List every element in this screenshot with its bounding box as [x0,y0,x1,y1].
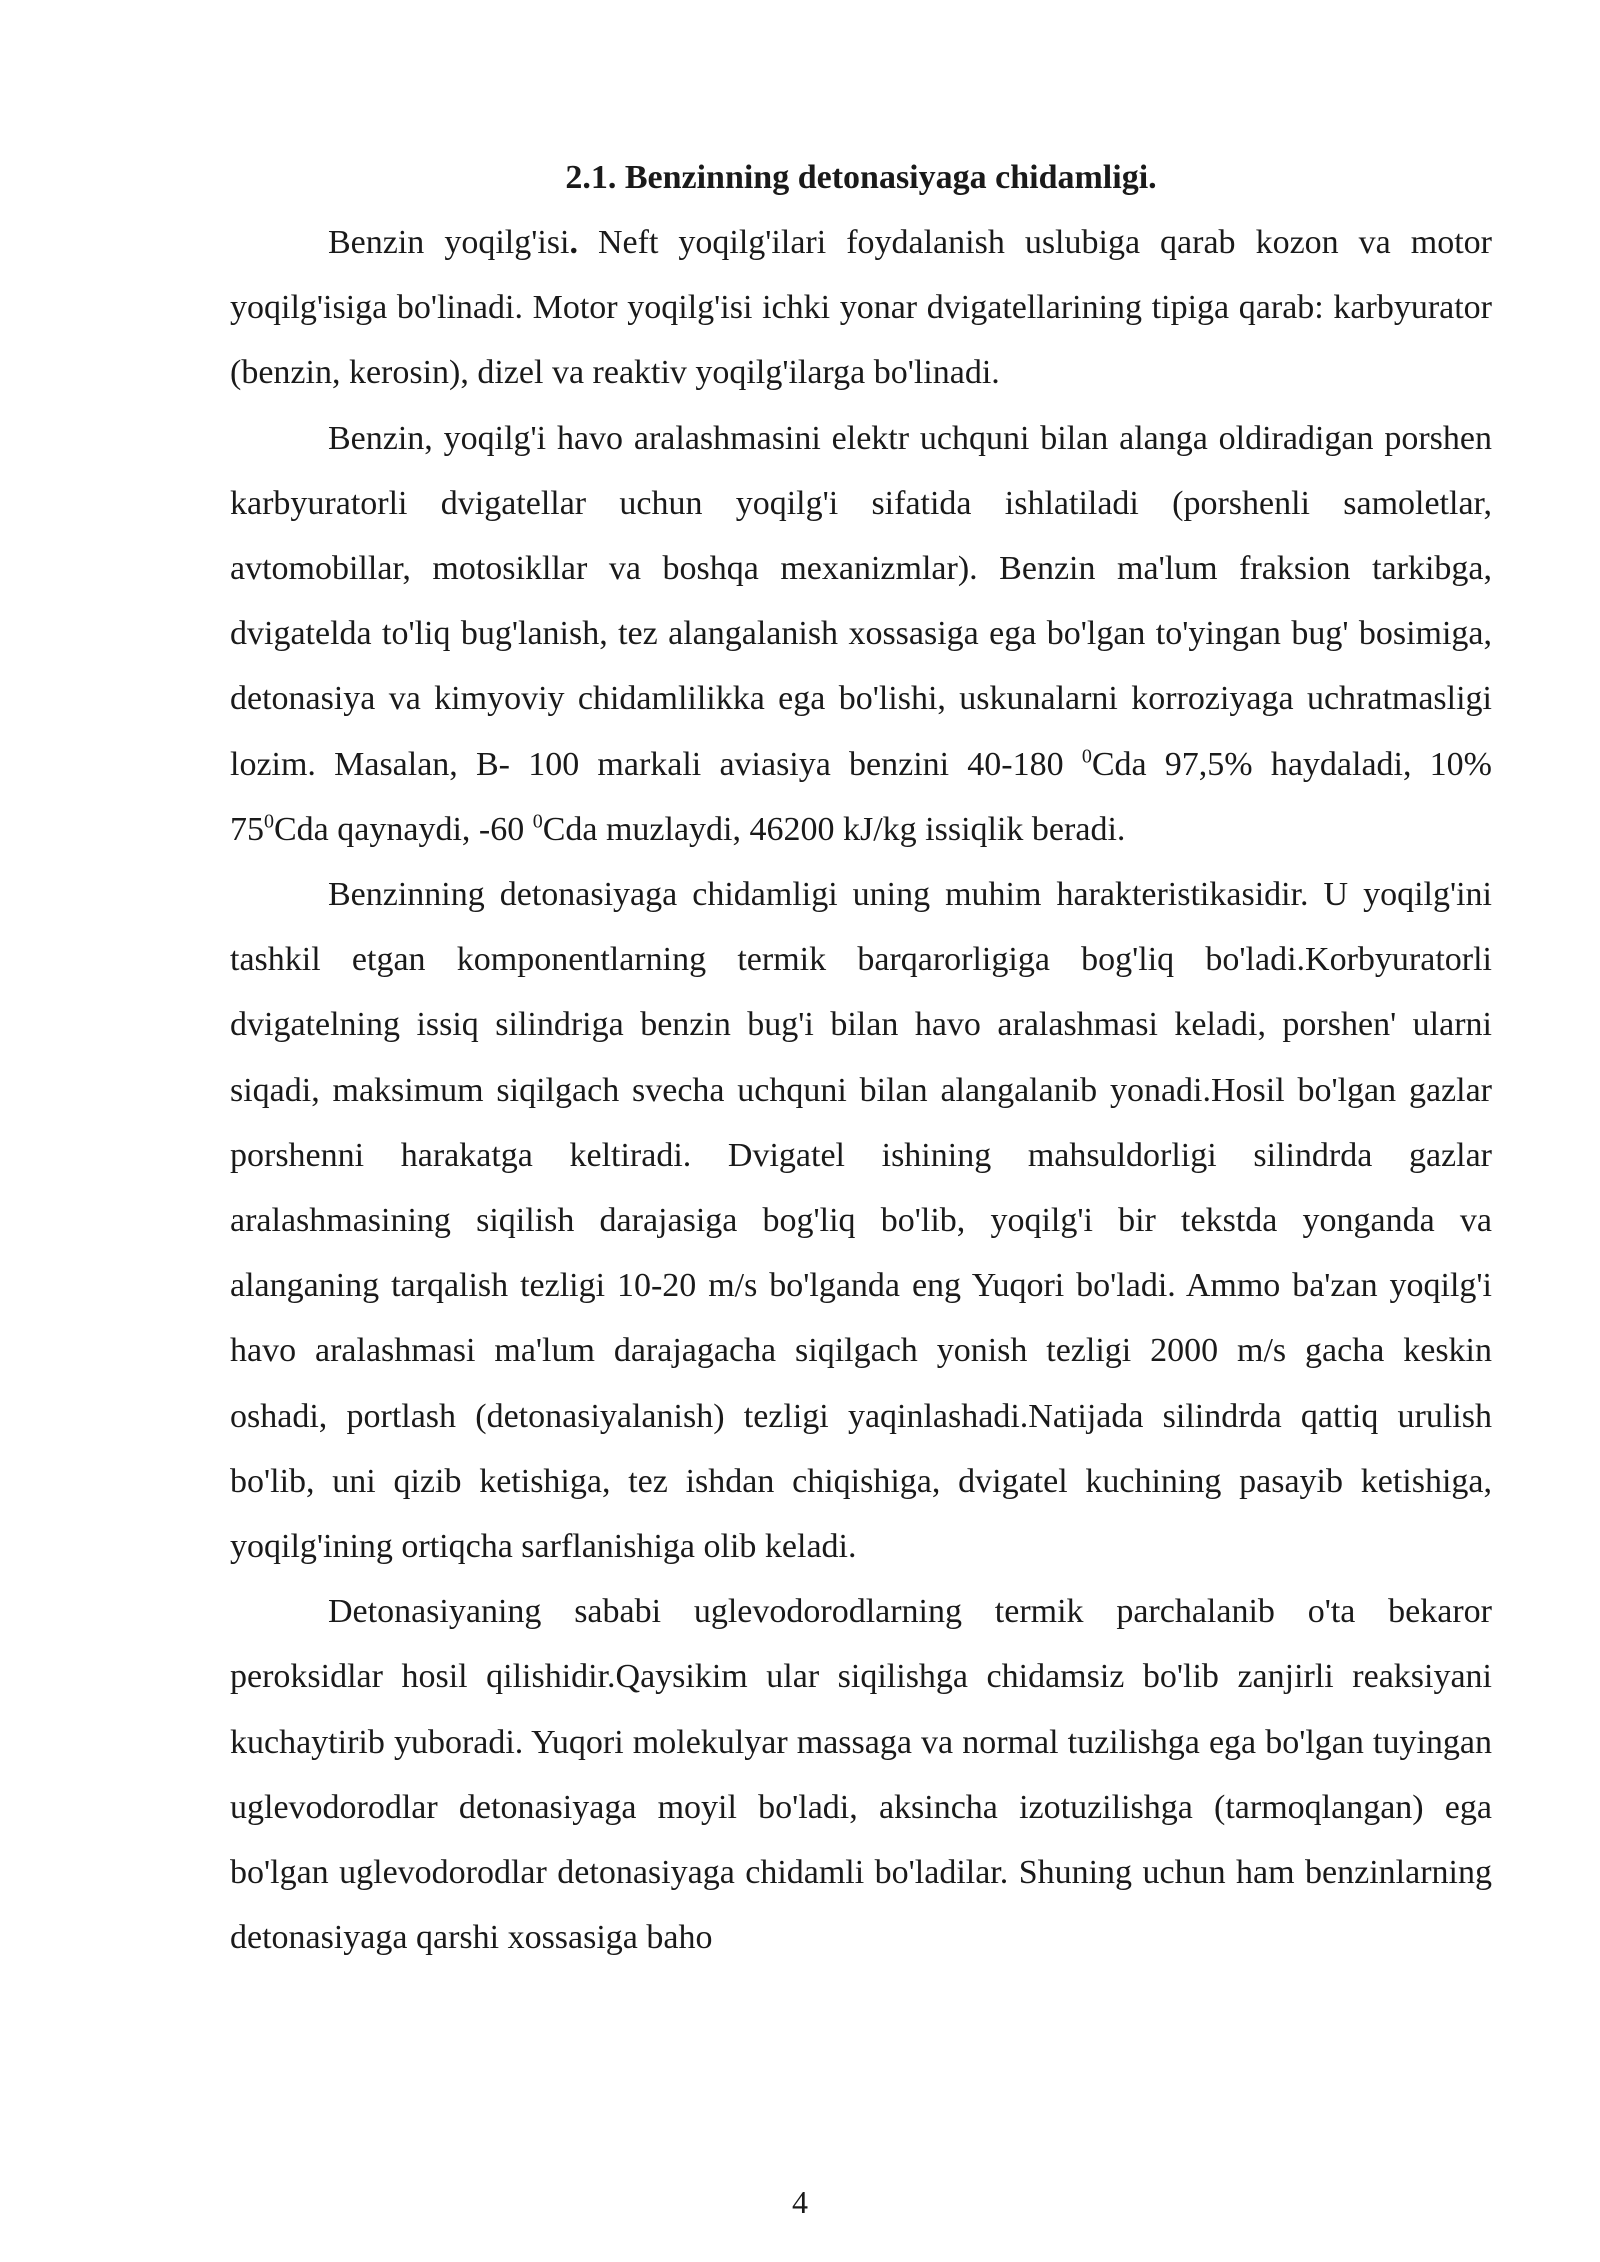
degree-superscript: 0 [264,810,274,833]
paragraph-detonation-resistance: Benzinning detonasiyaga chidamligi uning muhim harakteristikasidir. U yoqilg'ini tashkil etgan komponentlarning termik barqarorligiga bog'liq bo'ladi.Korbyuratorli dvigatelning issiq silindriga benzin bug'i bilan havo aralashmasi keladi, porshen' ularni siqadi, maksimum siqilgach svecha uchquni bilan alangalanib yonadi.Hosil bo'lgan gazlar porshenni harakatga keltiradi. Dvigatel ishining mahsuldorligi silindrda gazlar aralashmasining siqilish darajasiga bog'liq bo'lib, yoqilg'i bir tekstda yonganda va alanganing tarqalish tezligi 10-20 m/s bo'lganda eng Yuqori bo'ladi. Ammo ba'zan yoqilg'i havo aralashmasi ma'lum darajagacha siqilgach yonish tezligi 2000 m/s gacha keskin oshadi, portlash (detonasiyalanish) tezligi yaqinlashadi.Natijada silindrda qattiq urulish bo'lib, uni qizib ketishiga, tez ishdan chiqishiga, dvigatel kuchining pasayib ketishiga, yoqilg'ining ortiqcha sarflanishiga olib keladi. [230,876,1492,1566]
paragraph-text: Neft yoqilg'ilari foydalanish uslubiga qarab kozon va motor yoqilg'isiga bo'linadi. Motor yoqilg'isi ichki yonar dvigatellarining tipiga qarab: karbyurator (benzin, kerosin), dizel va reaktiv yoqilg'ilarga bo'linadi. [230,224,1492,392]
paragraph-text: Cda muzlaydi, 46200 kJ/kg issiqlik beradi. [542,810,1126,848]
section-heading: 2.1. Benzinning detonasiyaga chidamligi. [565,159,1157,196]
paragraph-petrol-fuel [230,210,1492,406]
paragraph-detonation-cause: Detonasiyaning sababi uglevodorodlarning termik parchalanib o'ta bekaror peroksidlar hosil qilishidir.Qaysikim ular siqilishga chidamsiz bo'lib zanjirli reaksiyani kuchaytirib yuboradi. Yuqori molekulyar massaga va normal tuzilishga ega bo'lgan tuyingan uglevodorodlar detonasiyaga moyil bo'ladi, aksincha izotuzilishga (tarmoqlangan) ega bo'lgan uglevodorodlar detonasiyaga chidamli bo'ladilar. Shuning uchun ham benzinlarning detonasiyaga qarshi xossasiga baho [230,1593,1492,1957]
paragraph-text: Cda 97,5% haydaladi, 10% 75 [230,745,1492,848]
document-page [230,145,1492,1970]
paragraph-text: Cda qaynaydi, -60 [274,810,533,848]
page-number: 4 [792,2184,808,2220]
paragraph-lead: Benzin yoqilg'isi [328,224,570,261]
paragraph-lead-dot: . [569,224,578,261]
paragraph-text: Benzin, yoqilg'i havo aralashmasini elektr uchquni bilan alanga oldiradigan porshen karbyuratorli dvigatellar uchun yoqilg'i sifatida ishlatiladi (porshenli samoletlar, avtomobillar, motosikllar va boshqa mexanizmlar). Benzin ma'lum fraksion tarkibga, dvigatelda to'liq bug'lanish, tez alangalanish xossasiga ega bo'lgan to'yingan bug' bosimiga, detonasiya va kimyoviy chidamlilikka ega bo'lishi, uskunalarni korroziyaga uchratmasligi lozim. Masalan, B- 100 markali aviasiya benzini 40-180 [230,419,1492,783]
degree-superscript: 0 [532,810,543,833]
paragraph-petrol-usage [230,406,1492,862]
degree-superscript: 0 [1081,745,1092,768]
